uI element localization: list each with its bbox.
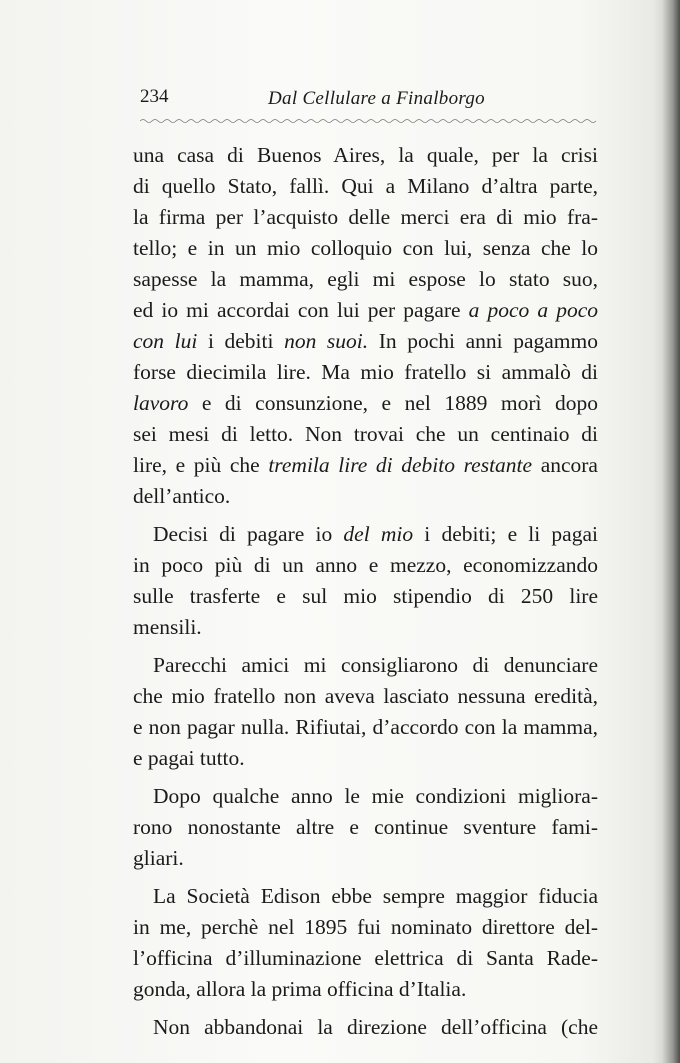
text-line: Dopo qualche anno le mie condizioni migliora- <box>153 784 598 808</box>
page-number: 234 <box>140 86 169 107</box>
text-line: forse diecimila lire. Ma mio fratello si ammalò di <box>133 360 598 384</box>
text-line: una casa di Buenos Aires, la quale, per la crisi <box>133 143 598 167</box>
text-line: mensili. <box>133 615 202 639</box>
text-span: i debiti; e li pagai <box>413 522 598 546</box>
text-line: in poco più di un anno e mezzo, economizzando <box>133 553 598 577</box>
italic-span: con lui <box>133 329 198 353</box>
text-span: lire, e più che <box>133 453 269 477</box>
text-span: ed io mi accordai con lui per pagare <box>133 298 469 322</box>
text-line <box>133 388 598 419</box>
text-line: gonda, allora la prima officina d’Italia. <box>133 977 467 1001</box>
text-line: in me, perchè nel 1895 fui nominato direttore del- <box>133 915 598 939</box>
text-line: sapesse la mamma, egli mi espose lo stato suo, <box>133 267 598 291</box>
text-line: di quello Stato, fallì. Qui a Milano d’altra parte, <box>133 174 598 198</box>
text-span: In pochi anni pagammo <box>368 329 598 353</box>
running-title: Dal Cellulare a Finalborgo <box>268 88 485 109</box>
text-line: e pagai tutto. <box>133 746 245 770</box>
text-line: sei mesi di letto. Non trovai che un centinaio di <box>133 422 598 446</box>
text-span: ancora <box>532 453 598 477</box>
text-line <box>133 295 598 326</box>
header-ornamental-rule <box>140 117 600 125</box>
text-line: Parecchi amici mi consigliarono di denunciare <box>153 653 598 677</box>
text-line <box>133 326 598 357</box>
text-span: e di consunzione, e nel 1889 morì dopo <box>188 391 598 415</box>
text-span: Decisi di pagare io <box>153 522 344 546</box>
italic-span: tremila lire di debito restante <box>268 453 533 477</box>
text-line: Non abbandonai la direzione dell’officina (che <box>153 1015 598 1039</box>
text-line: La Società Edison ebbe sempre maggior fiducia <box>153 884 598 908</box>
text-line: e non pagar nulla. Rifiutai, d’accordo con la mamma, <box>133 715 598 739</box>
text-line: rono nonostante altre e continue sventure fami- <box>133 815 598 839</box>
text-line: sulle trasferte e sul mio stipendio di 250 lire <box>133 584 598 608</box>
italic-span: del mio <box>343 522 414 546</box>
body-text <box>133 140 598 1043</box>
text-line: la firma per l’acquisto delle merci era di mio fra- <box>133 205 598 229</box>
page-edge-shadow <box>662 0 680 1063</box>
text-line <box>133 519 598 550</box>
text-line <box>133 450 598 481</box>
text-span: i debiti <box>197 329 285 353</box>
italic-span: non suoi. <box>284 329 369 353</box>
italic-span: a poco a poco <box>468 298 598 322</box>
text-line: che mio fratello non aveva lasciato nessuna eredità, <box>133 684 598 708</box>
text-line: tello; e in un mio colloquio con lui, senza che lo <box>133 236 598 260</box>
text-line: l’officina d’illuminazione elettrica di Santa Rade- <box>133 946 598 970</box>
page-header <box>140 86 600 116</box>
text-line: dell’antico. <box>133 484 231 508</box>
italic-span: lavoro <box>133 391 189 415</box>
text-line: gliari. <box>133 846 184 870</box>
